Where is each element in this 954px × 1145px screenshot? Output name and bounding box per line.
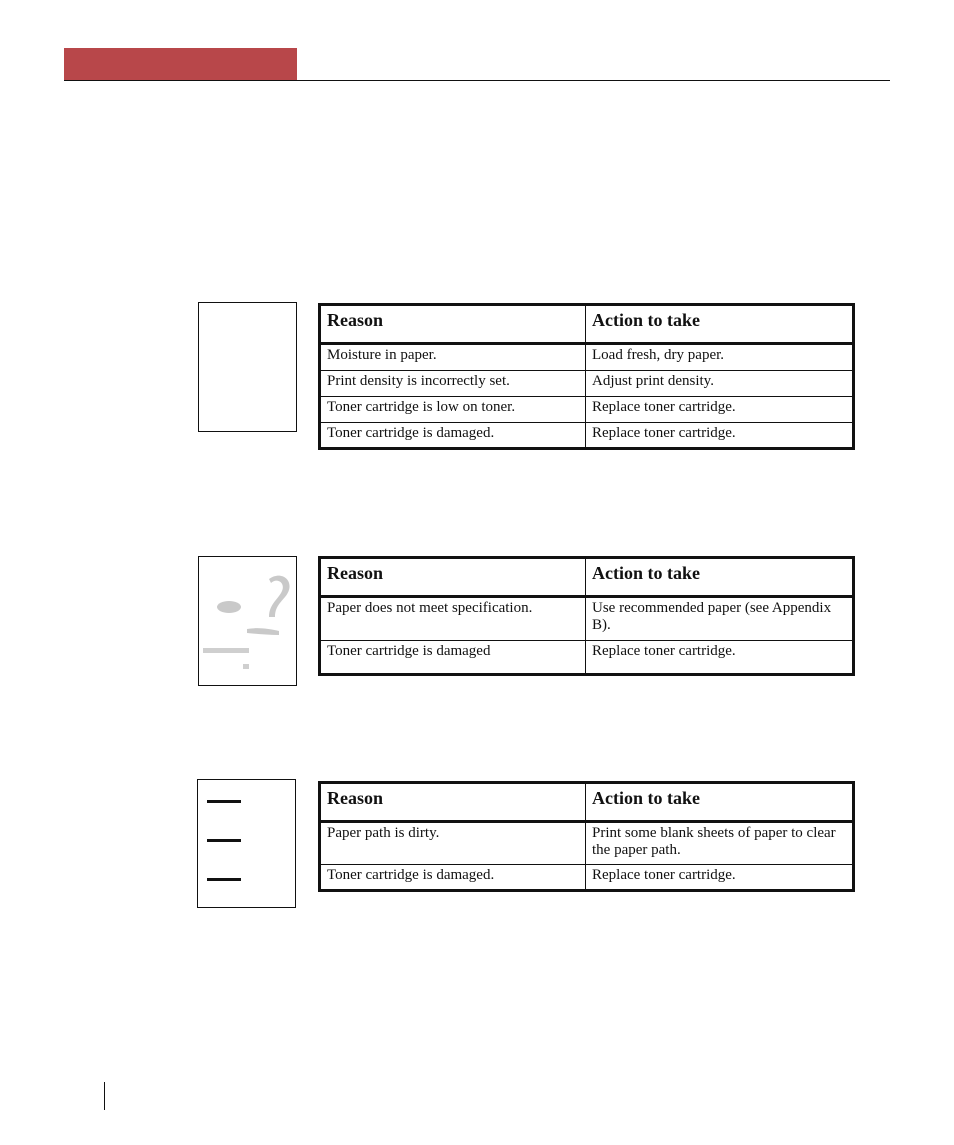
faded-print-sample-icon [198, 302, 297, 432]
reason-cell: Toner cartridge is damaged. [320, 423, 586, 449]
troubleshooting-table-specks [318, 556, 855, 676]
page-margin-line [104, 1082, 105, 1110]
action-cell: Replace toner cartridge. [586, 641, 854, 675]
table-row [320, 641, 854, 675]
table-header-row [320, 558, 854, 597]
reason-cell: Print density is incorrectly set. [320, 371, 586, 397]
reason-header: Reason [320, 305, 586, 344]
reason-header: Reason [320, 558, 586, 597]
troubleshooting-table-lines [318, 781, 855, 892]
reason-cell: Paper path is dirty. [320, 822, 586, 865]
action-cell: Replace toner cartridge. [586, 423, 854, 449]
header-tab [64, 48, 297, 80]
action-header: Action to take [586, 783, 854, 822]
action-cell: Replace toner cartridge. [586, 865, 854, 891]
reason-cell: Toner cartridge is damaged. [320, 865, 586, 891]
table-row [320, 865, 854, 891]
table-header-row [320, 783, 854, 822]
reason-cell: Moisture in paper. [320, 344, 586, 371]
troubleshooting-table-faded [318, 303, 855, 450]
table-row [320, 597, 854, 641]
repeating-lines-sample-icon [197, 779, 296, 908]
table-row [320, 822, 854, 865]
action-cell: Load fresh, dry paper. [586, 344, 854, 371]
table-row [320, 423, 854, 449]
action-cell: Print some blank sheets of paper to clear the paper path. [586, 822, 854, 865]
table-row [320, 397, 854, 423]
reason-header: Reason [320, 783, 586, 822]
reason-cell: Paper does not meet specification. [320, 597, 586, 641]
header-rule [64, 80, 890, 81]
table-row [320, 344, 854, 371]
table-row [320, 371, 854, 397]
action-header: Action to take [586, 305, 854, 344]
action-cell: Adjust print density. [586, 371, 854, 397]
reason-cell: Toner cartridge is damaged [320, 641, 586, 675]
action-cell: Use recommended paper (see Appendix B). [586, 597, 854, 641]
toner-specks-sample-icon [198, 556, 297, 686]
table-header-row [320, 305, 854, 344]
reason-cell: Toner cartridge is low on toner. [320, 397, 586, 423]
action-header: Action to take [586, 558, 854, 597]
action-cell: Replace toner cartridge. [586, 397, 854, 423]
